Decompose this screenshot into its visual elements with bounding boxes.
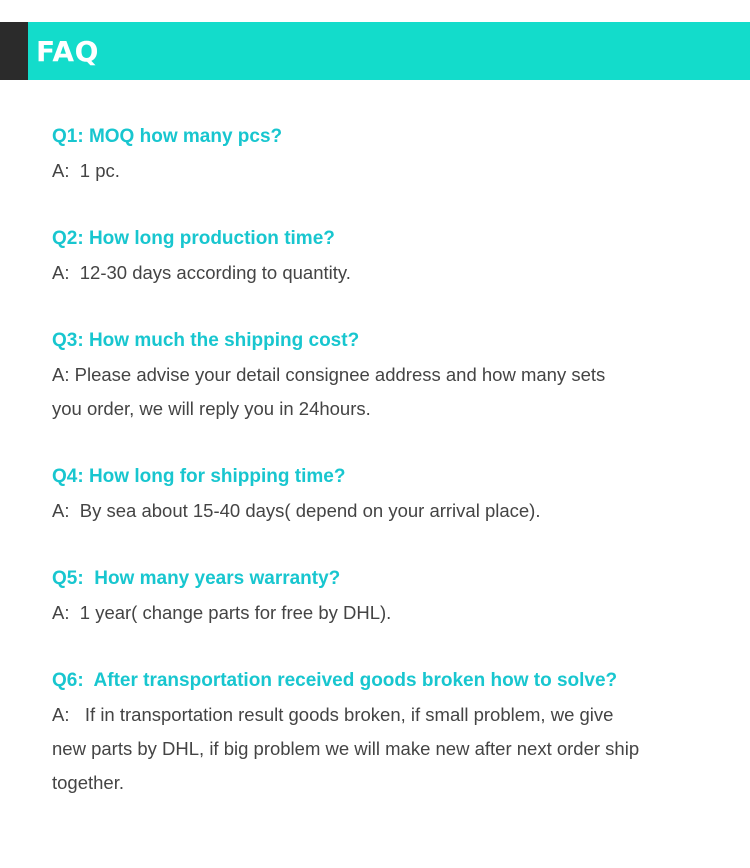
faq-question: Q4: How long for shipping time?	[52, 466, 346, 487]
faq-answer: A: Please advise your detail consignee address and how many sets you order, we will reply you in 24hours.	[52, 364, 611, 419]
page-title: FAQ	[36, 35, 99, 68]
faq-question: Q1: MOQ how many pcs?	[52, 126, 283, 147]
faq-item-3	[52, 324, 712, 426]
faq-question: Q5: How many years warranty?	[52, 568, 341, 589]
faq-item-5	[52, 562, 712, 630]
faq-answer: A: 12-30 days according to quantity.	[52, 262, 351, 283]
faq-header	[0, 22, 750, 80]
faq-item-2	[52, 222, 712, 290]
faq-item-1	[52, 120, 712, 188]
faq-answer: A: 1 year( change parts for free by DHL).	[52, 602, 392, 623]
faq-list	[52, 120, 712, 834]
faq-item-4	[52, 460, 712, 528]
faq-question: Q6: After transportation received goods broken how to solve?	[52, 670, 618, 691]
header-tab-marker	[0, 22, 28, 80]
faq-question: Q2: How long production time?	[52, 228, 335, 249]
faq-answer: A: 1 pc.	[52, 160, 120, 181]
faq-question: Q3: How much the shipping cost?	[52, 330, 360, 351]
faq-answer: A: By sea about 15-40 days( depend on your arrival place).	[52, 500, 541, 521]
faq-item-6	[52, 664, 712, 800]
faq-answer: A: If in transportation result goods broken, if small problem, we give new parts by DHL, if big problem we will make new after next order ship together.	[52, 704, 645, 793]
